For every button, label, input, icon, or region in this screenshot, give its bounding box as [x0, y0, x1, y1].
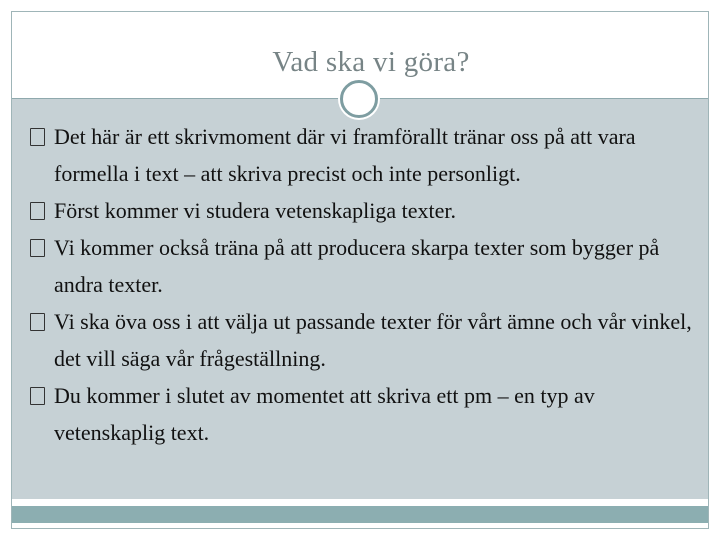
missing-glyph-box-icon	[30, 202, 45, 220]
missing-glyph-box-icon	[30, 387, 45, 405]
bullet-item	[30, 303, 700, 377]
bullet-item	[30, 229, 700, 303]
bullet-text: Först kommer vi studera vetenskapliga texter.	[54, 198, 457, 223]
missing-glyph-box-icon	[30, 239, 45, 257]
missing-glyph-box-icon	[30, 128, 45, 146]
bullet-text: Du kommer i slutet av momentet att skriva ett pm – en typ av vetenskaplig text.	[54, 383, 595, 445]
missing-glyph-box-icon	[30, 313, 45, 331]
bullet-item	[30, 192, 700, 229]
bullet-list	[30, 118, 700, 451]
circle-ornament-icon	[340, 80, 378, 118]
bullet-item	[30, 118, 700, 192]
bullet-text: Det här är ett skrivmoment där vi framförallt tränar oss på att vara formella i text – att skriva precist och inte personligt.	[54, 124, 636, 186]
bullet-item	[30, 377, 700, 451]
bullet-text: Vi ska öva oss i att välja ut passande texter för vårt ämne och vår vinkel, det vill säga vår frågeställning.	[54, 309, 692, 371]
bullet-text: Vi kommer också träna på att producera skarpa texter som bygger på andra texter.	[54, 235, 660, 297]
slide-title: Vad ska vi göra?	[272, 46, 470, 78]
